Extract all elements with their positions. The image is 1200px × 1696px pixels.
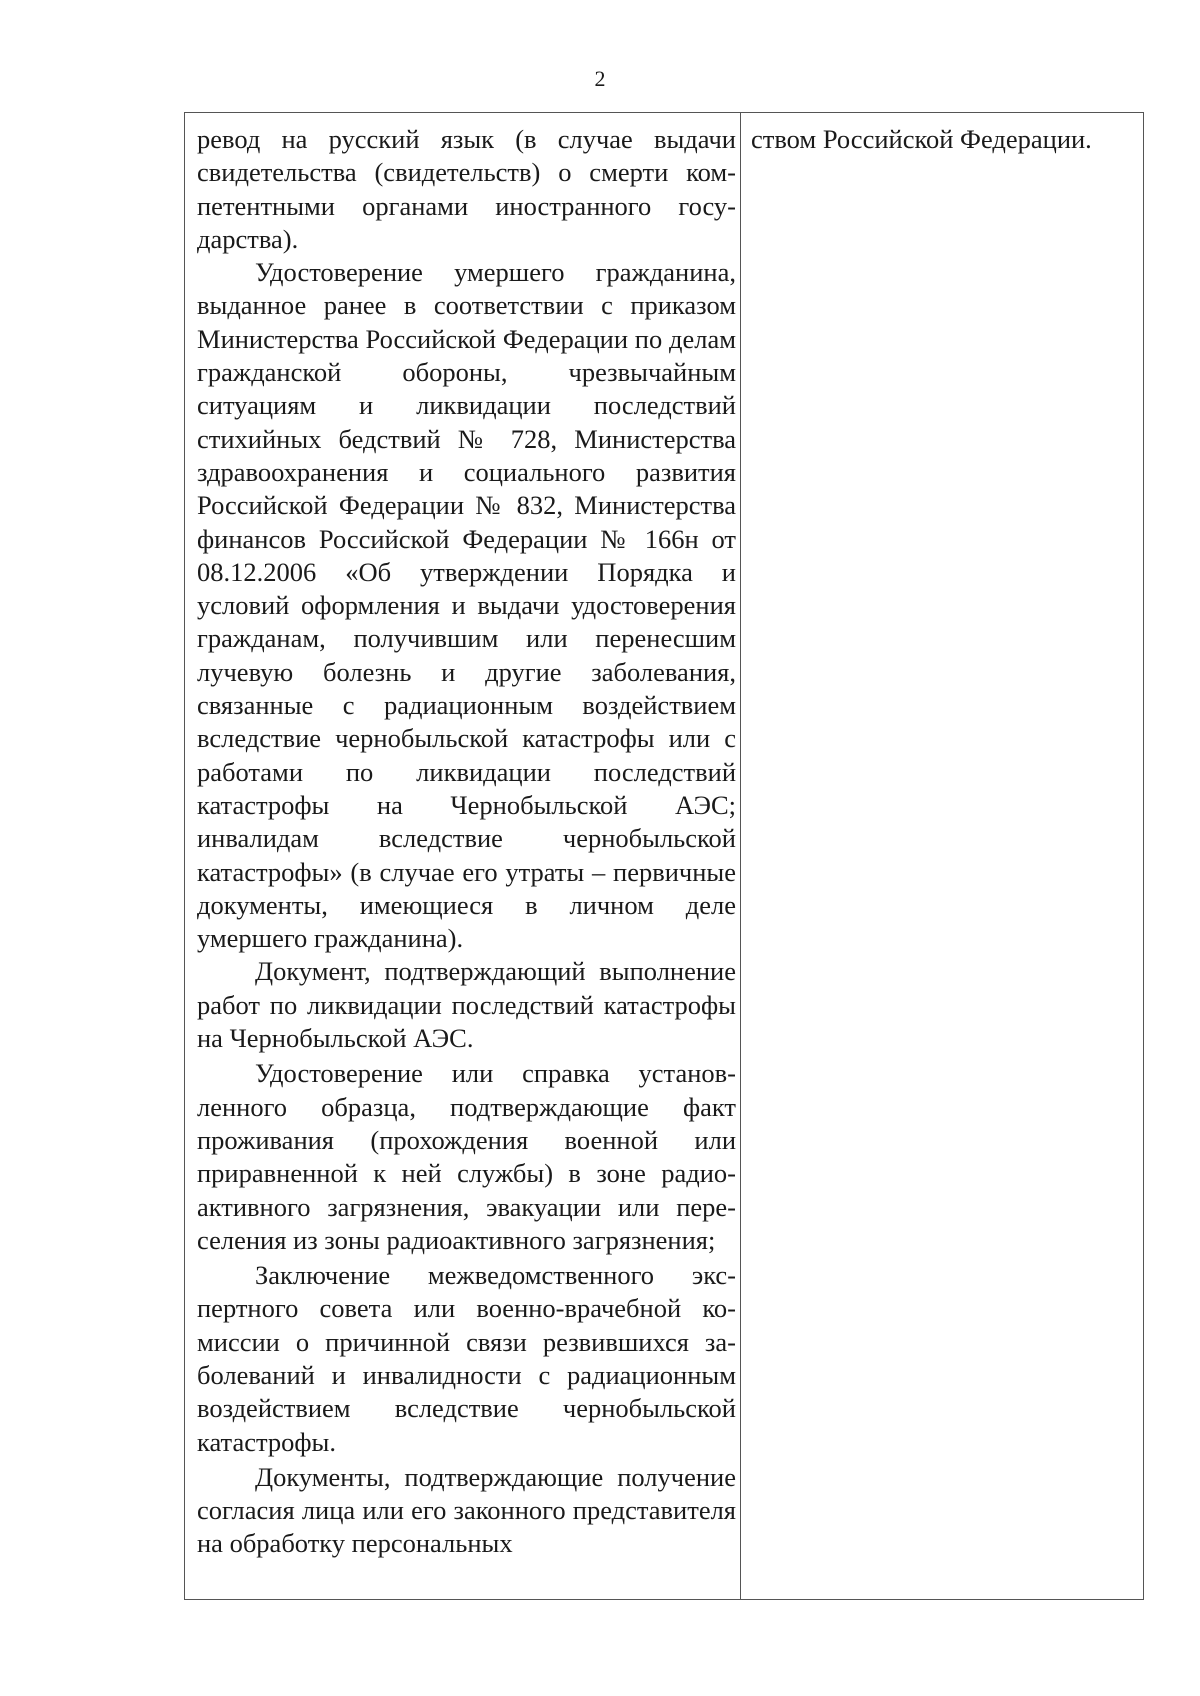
paragraph-residence-certificate: Удостоверение или справка установленного образца, подтверждающие факт проживания (прохождения военной или приравненной к ней службы) в зоне радиоактивного загрязнения, эвакуации или переселения из зоны радиоактивного загрязнения; xyxy=(197,1058,736,1255)
paragraph-translation-note: ревод на русский язык (в случае выдачи свидетельства (свидетельств) о смерти компетентными органами иностранного государства). xyxy=(197,124,736,254)
paragraph-liquidation-document: Документ, подтверждающий выполнение работ по ликвидации последствий катастрофы на Чернобыльской АЭС. xyxy=(197,956,736,1054)
table-cell-left xyxy=(185,113,741,1599)
paragraph-right-text: ством Российской Федерации. xyxy=(751,124,1092,154)
paragraph-consent-documents: Документы, подтверждающие получение согласия лица или его законного представителя на обработку персональных xyxy=(197,1461,736,1559)
table-cell-right xyxy=(741,113,1143,1599)
page-number: 2 xyxy=(594,66,606,91)
paragraph-expert-conclusion: Заключение межведомственного экспертного совета или военно-врачебной комиссии о причинной связи резвившихся заболеваний и инвалидности с радиационным воздействием вследствие чернобыльской катастрофы. xyxy=(197,1260,736,1457)
paragraph-certificate: Удостоверение умершего гражданина, выданное ранее в соответствии с приказом Министерства Российской Федерации по делам гражданской обороны, чрезвычайным ситуациям и ликвидации последствий стихийных бедствий № 728, Министерства здравоохранения и социального развития Российской Федерации № 832, Министерства финансов Российской Федерации № 166н от 08.12.2006 «Об утверждении Порядка и условий оформления и выдачи удостоверения гражданам, получившим или перенесшим лучевую болезнь и другие заболевания, связанные с радиационным воздействием вследствие чернобыльской катастрофы или с работами по ликвидации последствий катастрофы на Чернобыльской АЭС; инвалидам вследствие чернобыльской катастрофы» (в случае его утраты – первичные документы, имеющиеся в личном деле умершего гражданина). xyxy=(197,257,736,954)
document-table xyxy=(184,112,1144,1600)
